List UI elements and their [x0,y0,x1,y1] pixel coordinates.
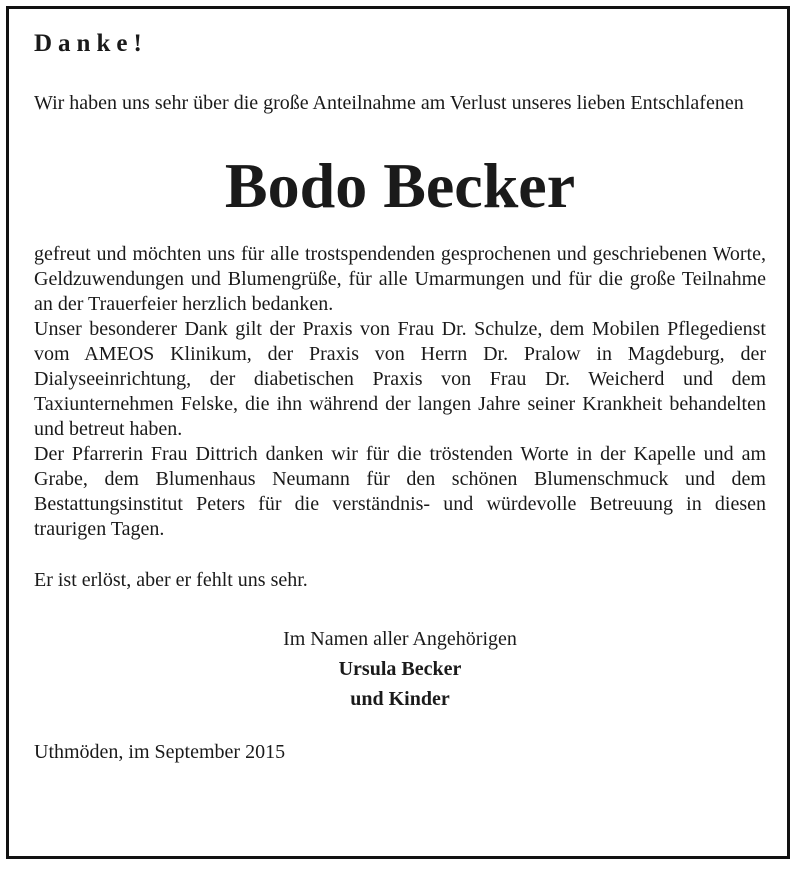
signature-name: Ursula Becker [338,658,462,680]
signature-block [34,624,766,714]
special-thanks-paragraph: Unser besonderer Dank gilt der Praxis von Frau Dr. Schulze, dem Mobilen Pflegedienst vom AMEOS Klinikum, der Praxis von Herrn Dr. Pralow in Magdeburg, der Dialyseeinrichtung, der diabetischen Praxis von Frau Dr. Weicherd und dem Taxiunternehmen Felske, die ihn während der langen Jahre seiner Krankheit behandelten und betreut haben. [34,318,766,440]
signature-family: und Kinder [350,688,450,710]
ceremony-thanks-paragraph: Der Pfarrerin Frau Dittrich danken wir für die tröstenden Worte in der Kapelle und am Grabe, dem Blumenhaus Neumann für den schönen Blumenschmuck und dem Bestattungsinstitut Peters für die verständnis- und würdevolle Betreuung in diesen traurigen Tagen. [34,443,766,540]
gratitude-paragraph: gefreut und möchten uns für alle trostspendenden gesprochenen und geschriebenen Worte, Geldzuwendungen und Blumengrüße, für alle Umarmungen und für die große Teilnahme an der Trauerfeier herzlich bedanken. [34,243,766,315]
closing-line: Er ist erlöst, aber er fehlt uns sehr. [34,569,308,591]
deceased-name: Bodo Becker [224,150,576,221]
signature-intro: Im Namen aller Angehörigen [283,628,517,650]
place-date: Uthmöden, im September 2015 [34,741,286,763]
notice-heading: Danke! [34,30,148,57]
thank-you-notice [34,28,766,765]
intro-text: Wir haben uns sehr über die große Anteilnahme am Verlust unseres lieben Entschlafenen [34,92,744,114]
